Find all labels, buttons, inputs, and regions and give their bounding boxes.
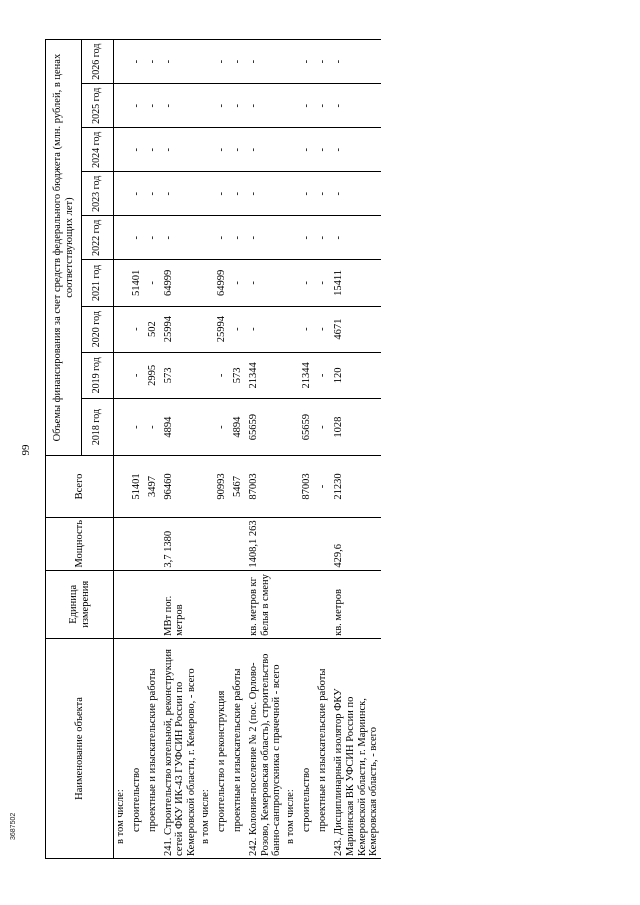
object-name-cell: проектные и изыскательские работы <box>231 638 247 858</box>
page-number: 99 <box>20 444 32 456</box>
year-value-cell: - <box>247 306 284 352</box>
table-row <box>316 40 332 859</box>
table-row <box>231 40 247 859</box>
object-name-cell: строительство и реконструкция <box>215 638 231 858</box>
header-year: 2021 год <box>82 260 114 306</box>
header-year: 2022 год <box>82 216 114 260</box>
capacity-cell <box>114 517 130 570</box>
year-value-cell: - <box>130 40 146 84</box>
year-value-cell <box>199 84 215 128</box>
table-header <box>46 40 114 859</box>
capacity-cell <box>300 517 316 570</box>
header-year: 2026 год <box>82 40 114 84</box>
year-value-cell: - <box>146 216 162 260</box>
year-value-cell <box>284 398 300 455</box>
capacity-cell <box>199 517 215 570</box>
year-value-cell: - <box>215 352 231 398</box>
table-row <box>332 40 381 859</box>
year-value-cell <box>199 306 215 352</box>
year-value-cell: 25994 <box>162 306 199 352</box>
object-name-cell: в том числе: <box>284 638 300 858</box>
object-name-cell: в том числе: <box>199 638 215 858</box>
year-value-cell: - <box>146 260 162 306</box>
year-value-cell: 4671 <box>332 306 381 352</box>
header-year: 2025 год <box>82 84 114 128</box>
capacity-cell <box>215 517 231 570</box>
year-value-cell: - <box>130 216 146 260</box>
year-value-cell: - <box>231 84 247 128</box>
object-name-cell: 242. Колония-поселение № 2 (пос. Орлово-Розово, Кемеровская область), строительство банно-санпропускника с прачечной - всего <box>247 638 284 858</box>
capacity-cell: 1408,1 263 <box>247 517 284 570</box>
year-value-cell: - <box>316 352 332 398</box>
year-value-cell: - <box>231 306 247 352</box>
object-name-cell: проектные и изыскательские работы <box>316 638 332 858</box>
year-value-cell <box>114 172 130 216</box>
unit-cell <box>215 570 231 638</box>
funding-table <box>45 39 381 859</box>
year-value-cell: - <box>215 84 231 128</box>
header-capacity: Мощность <box>46 517 114 570</box>
year-value-cell: - <box>130 306 146 352</box>
year-value-cell <box>114 306 130 352</box>
year-value-cell: - <box>300 172 316 216</box>
year-value-cell: - <box>231 40 247 84</box>
rotated-page <box>45 35 605 865</box>
object-name-cell: строительство <box>300 638 316 858</box>
table-wrapper <box>45 39 545 859</box>
year-value-cell <box>114 128 130 172</box>
year-value-cell <box>284 84 300 128</box>
year-value-cell: - <box>247 172 284 216</box>
unit-cell <box>199 570 215 638</box>
year-value-cell: 65659 <box>300 398 316 455</box>
table-row <box>130 40 146 859</box>
year-value-cell: - <box>231 172 247 216</box>
year-value-cell: - <box>162 216 199 260</box>
year-value-cell: - <box>332 40 381 84</box>
total-cell: 5467 <box>231 456 247 518</box>
year-value-cell: - <box>215 172 231 216</box>
year-value-cell <box>284 216 300 260</box>
year-value-cell: - <box>247 40 284 84</box>
year-value-cell: - <box>130 352 146 398</box>
year-value-cell: - <box>316 172 332 216</box>
year-value-cell: - <box>247 128 284 172</box>
object-name-cell: 243. Дисциплинарный изолятор ФКУ Мариинская ВК УФСИН России по Кемеровской области, г. Мариинск, Кемеровская область, - всего <box>332 638 381 858</box>
capacity-cell: 429,6 <box>332 517 381 570</box>
year-value-cell: - <box>162 128 199 172</box>
year-value-cell <box>284 306 300 352</box>
year-value-cell <box>284 260 300 306</box>
year-value-cell: 4894 <box>162 398 199 455</box>
year-value-cell: 21344 <box>247 352 284 398</box>
year-value-cell: - <box>332 128 381 172</box>
year-value-cell: - <box>300 128 316 172</box>
year-value-cell: - <box>332 216 381 260</box>
year-value-cell: - <box>332 84 381 128</box>
year-value-cell <box>114 40 130 84</box>
year-value-cell: - <box>247 216 284 260</box>
object-name-cell: в том числе: <box>114 638 130 858</box>
table-row <box>247 40 284 859</box>
year-value-cell: - <box>146 128 162 172</box>
year-value-cell: - <box>215 40 231 84</box>
total-cell <box>284 456 300 518</box>
year-value-cell: 15411 <box>332 260 381 306</box>
year-value-cell: - <box>231 260 247 306</box>
year-value-cell: 573 <box>231 352 247 398</box>
year-value-cell: - <box>146 84 162 128</box>
object-name-cell: строительство <box>130 638 146 858</box>
year-value-cell: - <box>247 84 284 128</box>
unit-cell <box>300 570 316 638</box>
document-stamp: 3687502 <box>10 812 17 840</box>
year-value-cell: 573 <box>162 352 199 398</box>
capacity-cell <box>130 517 146 570</box>
year-value-cell: - <box>162 172 199 216</box>
unit-cell <box>146 570 162 638</box>
header-year: 2023 год <box>82 172 114 216</box>
year-value-cell: 25994 <box>215 306 231 352</box>
table-row <box>114 40 130 859</box>
year-value-cell <box>199 352 215 398</box>
capacity-cell: 3,7 1380 <box>162 517 199 570</box>
year-value-cell: - <box>130 398 146 455</box>
year-value-cell: - <box>316 84 332 128</box>
year-value-cell <box>199 172 215 216</box>
year-value-cell <box>199 260 215 306</box>
year-value-cell: - <box>231 128 247 172</box>
year-value-cell: - <box>231 216 247 260</box>
year-value-cell: - <box>316 216 332 260</box>
capacity-cell <box>231 517 247 570</box>
table-body <box>114 40 382 859</box>
year-value-cell <box>284 172 300 216</box>
year-value-cell: - <box>215 128 231 172</box>
year-value-cell <box>114 398 130 455</box>
object-name-cell: проектные и изыскательские работы <box>146 638 162 858</box>
header-name: Наименование объекта <box>46 638 114 858</box>
year-value-cell: - <box>316 398 332 455</box>
total-cell: 51401 <box>130 456 146 518</box>
header-year: 2024 год <box>82 128 114 172</box>
capacity-cell <box>146 517 162 570</box>
unit-cell <box>284 570 300 638</box>
year-value-cell: - <box>316 40 332 84</box>
year-value-cell: - <box>215 216 231 260</box>
year-value-cell <box>199 40 215 84</box>
total-cell: 87003 <box>300 456 316 518</box>
year-value-cell: 64999 <box>215 260 231 306</box>
total-cell: - <box>316 456 332 518</box>
year-value-cell: - <box>130 84 146 128</box>
year-value-cell: - <box>316 260 332 306</box>
year-value-cell: 120 <box>332 352 381 398</box>
unit-cell <box>130 570 146 638</box>
year-value-cell: 1028 <box>332 398 381 455</box>
year-value-cell: - <box>316 306 332 352</box>
year-value-cell: - <box>247 260 284 306</box>
year-value-cell: 64999 <box>162 260 199 306</box>
header-unit: Единица измерения <box>46 570 114 638</box>
year-value-cell <box>284 352 300 398</box>
year-value-cell: - <box>215 398 231 455</box>
unit-cell <box>316 570 332 638</box>
year-value-cell: - <box>162 40 199 84</box>
total-cell <box>114 456 130 518</box>
year-value-cell: - <box>300 84 316 128</box>
total-cell: 87003 <box>247 456 284 518</box>
year-value-cell <box>199 216 215 260</box>
year-value-cell: 51401 <box>130 260 146 306</box>
year-value-cell: - <box>300 260 316 306</box>
year-value-cell: - <box>130 128 146 172</box>
table-row <box>162 40 199 859</box>
table-row <box>199 40 215 859</box>
year-value-cell <box>199 128 215 172</box>
unit-cell <box>114 570 130 638</box>
header-year: 2019 год <box>82 352 114 398</box>
year-value-cell <box>284 128 300 172</box>
header-year: 2018 год <box>82 398 114 455</box>
unit-cell: кв. метров кг белья в смену <box>247 570 284 638</box>
year-value-cell: - <box>146 40 162 84</box>
unit-cell: кв. метров <box>332 570 381 638</box>
unit-cell: МВт пог. метров <box>162 570 199 638</box>
total-cell: 3497 <box>146 456 162 518</box>
year-value-cell: - <box>300 216 316 260</box>
year-value-cell: - <box>146 172 162 216</box>
table-row <box>284 40 300 859</box>
total-cell: 21230 <box>332 456 381 518</box>
year-value-cell: - <box>316 128 332 172</box>
total-cell <box>199 456 215 518</box>
year-value-cell: 502 <box>146 306 162 352</box>
year-value-cell: - <box>300 306 316 352</box>
unit-cell <box>231 570 247 638</box>
year-value-cell <box>114 216 130 260</box>
year-value-cell <box>114 260 130 306</box>
year-value-cell: - <box>332 172 381 216</box>
year-value-cell: - <box>130 172 146 216</box>
total-cell: 90993 <box>215 456 231 518</box>
year-value-cell <box>199 398 215 455</box>
table-row <box>300 40 316 859</box>
year-value-cell: 65659 <box>247 398 284 455</box>
header-total: Всего <box>46 456 114 518</box>
year-value-cell: - <box>300 40 316 84</box>
year-value-cell: - <box>162 84 199 128</box>
year-value-cell: - <box>146 398 162 455</box>
header-year: 2020 год <box>82 306 114 352</box>
capacity-cell <box>316 517 332 570</box>
total-cell: 96460 <box>162 456 199 518</box>
table-row <box>215 40 231 859</box>
year-value-cell: 2995 <box>146 352 162 398</box>
year-value-cell <box>114 352 130 398</box>
object-name-cell: 241. Строительство котельной, реконструкция сетей ФКУ ИК-43 ГУФСИН России по Кемеровской области, г. Кемерово, - всего <box>162 638 199 858</box>
year-value-cell: 4894 <box>231 398 247 455</box>
capacity-cell <box>284 517 300 570</box>
year-value-cell <box>284 40 300 84</box>
year-value-cell <box>114 84 130 128</box>
table-row <box>146 40 162 859</box>
year-value-cell: 21344 <box>300 352 316 398</box>
header-funding-title: Объемы финансирования за счет средств федерального бюджета (млн. рублей, в ценах соответствующих лет) <box>46 40 82 456</box>
